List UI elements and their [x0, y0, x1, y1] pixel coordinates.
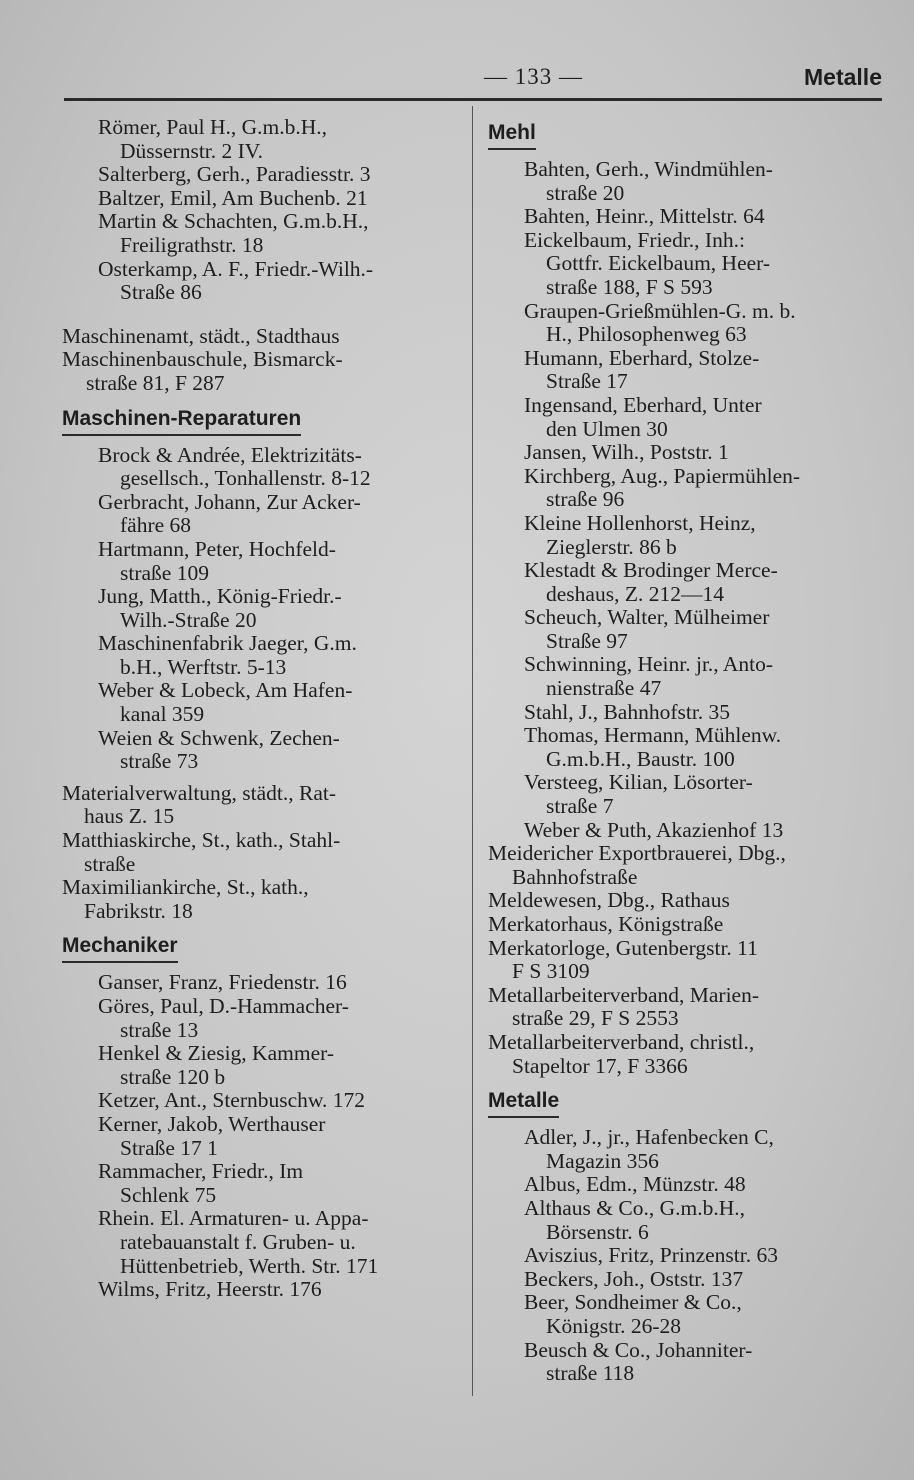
list-item: [98, 210, 462, 257]
list-item: [488, 984, 880, 1031]
entry-line: Rammacher, Friedr., Im: [98, 1159, 304, 1184]
list-item: [62, 876, 462, 923]
header-rule: [64, 98, 882, 101]
list-item: [98, 538, 462, 585]
entry-continuation: Straße 17: [546, 369, 628, 394]
entry-line: Gerbracht, Johann, Zur Acker-: [98, 489, 361, 514]
list-item: [524, 465, 880, 512]
main-entries-m: [62, 325, 462, 396]
entry-line: Bahten, Gerh., Windmühlen-: [524, 157, 773, 181]
entry-line: Matthiaskirche, St., kath., Stahl-: [62, 828, 341, 853]
mehl-list: [488, 158, 880, 842]
entry-line: Eickelbaum, Friedr., Inh.:: [524, 227, 745, 252]
entry-line: Humann, Eberhard, Stolze-: [524, 345, 760, 370]
list-item: [488, 937, 880, 984]
entry-continuation: fähre 68: [120, 513, 192, 538]
entry-line: Metallarbeiterverband, Marien-: [488, 982, 760, 1007]
entry-continuation: Zieglerstr. 86 b: [546, 534, 677, 559]
entry-continuation: straße 20: [546, 180, 625, 205]
entry-continuation: straße 13: [120, 1017, 199, 1042]
entry-continuation: straße 188, F S 593: [546, 274, 713, 299]
list-item: [488, 842, 880, 889]
entry-line: Kleine Hollenhorst, Heinz,: [524, 510, 756, 535]
entry-line: Adler, J., jr., Hafenbecken C,: [524, 1125, 774, 1150]
entry-continuation: straße 120 b: [120, 1064, 226, 1089]
page-header: [64, 64, 882, 96]
list-item: [98, 444, 462, 491]
entry-continuation: H., Philosophenweg 63: [546, 322, 747, 347]
entry-line: Kirchberg, Aug., Papiermühlen-: [524, 463, 801, 488]
entry-line: Meidericher Exportbrauerei, Dbg.,: [488, 841, 786, 866]
list-item: [98, 1113, 462, 1160]
left-column: [62, 116, 462, 1302]
main-entries-mat: [62, 782, 462, 924]
entry-line: Jansen, Wilh., Poststr. 1: [524, 440, 729, 465]
column-divider: [472, 106, 473, 1396]
entry-line: Ganser, Franz, Friedenstr. 16: [98, 970, 347, 995]
entry-line: Hartmann, Peter, Hochfeld-: [98, 536, 336, 561]
mechaniker-list: [62, 971, 462, 1301]
metalle-list: [488, 1126, 880, 1386]
entry-line: Stahl, J., Bahnhofstr. 35: [524, 699, 731, 724]
entry-line: Maschinenbauschule, Bismarck-: [62, 347, 343, 372]
entry-continuation: Stapeltor 17, F 3366: [512, 1053, 688, 1078]
list-item: [98, 116, 462, 163]
running-head: Metalle: [804, 64, 882, 90]
entry-line: Beusch & Co., Johanniter-: [524, 1337, 753, 1362]
entry-line: Ketzer, Ant., Sternbuschw. 172: [98, 1088, 366, 1113]
entry-continuation: ratebauanstalt f. Gruben- u.: [120, 1229, 356, 1254]
entry-line: Albus, Edm., Münzstr. 48: [524, 1172, 746, 1197]
list-item: [524, 606, 880, 653]
entry-line: Schwinning, Heinr. jr., Anto-: [524, 652, 774, 677]
list-item: [98, 1160, 462, 1207]
list-item: [98, 585, 462, 632]
entry-continuation: Hüttenbetrieb, Werth. Str. 171: [120, 1253, 379, 1278]
entry-line: Römer, Paul H., G.m.b.H.,: [98, 115, 328, 139]
entry-continuation: straße 81, F 287: [86, 370, 225, 395]
list-item: [62, 782, 462, 829]
entry-line: Martin & Schachten, G.m.b.H.,: [98, 209, 369, 234]
entry-continuation: Düssernstr. 2 IV.: [120, 138, 263, 163]
list-item: [524, 441, 880, 465]
entry-continuation: straße: [84, 851, 136, 876]
section-heading-mechaniker: Mechaniker: [62, 933, 178, 963]
entry-line: Klestadt & Brodinger Merce-: [524, 558, 778, 583]
entry-continuation: nienstraße 47: [546, 676, 662, 701]
entry-continuation: straße 29, F S 2553: [512, 1006, 679, 1031]
entry-continuation: Gottfr. Eickelbaum, Heer-: [546, 251, 771, 276]
list-item: [62, 325, 462, 349]
list-item: [98, 258, 462, 305]
entry-line: Metallarbeiterverband, christl.,: [488, 1029, 755, 1054]
entry-line: Beckers, Joh., Oststr. 137: [524, 1266, 744, 1291]
list-item: [524, 653, 880, 700]
list-item: [524, 512, 880, 559]
list-item: [98, 632, 462, 679]
list-item: [524, 229, 880, 300]
entry-line: Wilms, Fritz, Heerstr. 176: [98, 1277, 322, 1302]
list-item: [524, 1339, 880, 1386]
entry-continuation: Straße 86: [120, 280, 202, 305]
entry-continuation: straße 7: [546, 794, 614, 819]
entry-continuation: deshaus, Z. 212—14: [546, 581, 724, 606]
entry-line: Meldewesen, Dbg., Rathaus: [488, 888, 730, 913]
entry-continuation: den Ulmen 30: [546, 416, 668, 441]
list-item: [524, 1173, 880, 1197]
entry-continuation: straße 96: [546, 487, 625, 512]
entry-line: Maschinenfabrik Jaeger, G.m.: [98, 631, 357, 656]
entry-line: Jung, Matth., König-Friedr.-: [98, 584, 342, 609]
entry-continuation: straße 73: [120, 749, 199, 774]
list-item: [524, 1291, 880, 1338]
list-item: [488, 1031, 880, 1078]
entry-continuation: haus Z. 15: [84, 804, 175, 829]
list-item: [62, 348, 462, 395]
entry-line: Salterberg, Gerh., Paradiesstr. 3: [98, 162, 371, 187]
list-item: [98, 679, 462, 726]
entry-line: Brock & Andrée, Elektrizitäts-: [98, 442, 362, 467]
entry-line: Versteeg, Kilian, Lösorter-: [524, 770, 753, 795]
entry-continuation: b.H., Werftstr. 5-13: [120, 654, 287, 679]
main-entries-me: [488, 842, 880, 1078]
list-item: [98, 187, 462, 211]
maschinen-reparaturen-list: [62, 444, 462, 774]
entry-continuation: Straße 17 1: [120, 1135, 218, 1160]
entry-line: Rhein. El. Armaturen- u. Appa-: [98, 1206, 369, 1231]
list-item: [524, 158, 880, 205]
entry-line: Thomas, Hermann, Mühlenw.: [524, 723, 782, 748]
entry-line: Maximiliankirche, St., kath.,: [62, 875, 309, 900]
entry-continuation: kanal 359: [120, 702, 205, 727]
list-item: [524, 205, 880, 229]
entry-continuation: Fabrikstr. 18: [84, 898, 193, 923]
entry-line: Maschinenamt, städt., Stadthaus: [62, 323, 340, 348]
list-item: [98, 995, 462, 1042]
page-number: — 133 —: [484, 64, 583, 89]
list-item: [98, 491, 462, 538]
entry-continuation: gesellsch., Tonhallenstr. 8-12: [120, 466, 371, 491]
list-item: [524, 771, 880, 818]
entry-line: Osterkamp, A. F., Friedr.-Wilh.-: [98, 256, 374, 281]
list-item: [524, 819, 880, 843]
entry-line: Henkel & Ziesig, Kammer-: [98, 1041, 334, 1066]
section-heading-metalle: Metalle: [488, 1088, 559, 1118]
list-item: [524, 1197, 880, 1244]
list-item: [98, 971, 462, 995]
entry-line: Aviszius, Fritz, Prinzenstr. 63: [524, 1243, 779, 1268]
entry-line: Graupen-Grießmühlen-G. m. b.: [524, 298, 796, 323]
list-item: [98, 1278, 462, 1302]
entry-line: Göres, Paul, D.-Hammacher-: [98, 994, 349, 1018]
list-item: [524, 300, 880, 347]
entry-line: Ingensand, Eberhard, Unter: [524, 392, 762, 417]
entry-continuation: Wilh.-Straße 20: [120, 607, 257, 632]
list-item: [98, 727, 462, 774]
entry-continuation: straße 118: [546, 1361, 635, 1386]
list-item: [98, 1089, 462, 1113]
list-item: [488, 913, 880, 937]
list-item: [524, 559, 880, 606]
list-item: [524, 724, 880, 771]
right-column: [488, 116, 880, 1386]
entry-line: Materialverwaltung, städt., Rat-: [62, 780, 337, 805]
continued-entries: [62, 116, 462, 305]
list-item: [98, 1042, 462, 1089]
list-item: [488, 889, 880, 913]
entry-line: Baltzer, Emil, Am Buchenb. 21: [98, 185, 368, 210]
entry-continuation: Börsenstr. 6: [546, 1219, 649, 1244]
list-item: [62, 829, 462, 876]
entry-line: Weien & Schwenk, Zechen-: [98, 725, 340, 750]
section-heading-maschinen-reparaturen: Maschinen-Reparaturen: [62, 406, 301, 436]
list-item: [98, 163, 462, 187]
entry-line: Merkatorhaus, Königstraße: [488, 912, 724, 936]
section-heading-mehl: Mehl: [488, 120, 536, 150]
entry-line: Beer, Sondheimer & Co.,: [524, 1290, 742, 1315]
list-item: [98, 1207, 462, 1278]
list-item: [524, 701, 880, 725]
entry-continuation: Bahnhofstraße: [512, 864, 638, 889]
entry-continuation: F S 3109: [512, 959, 590, 984]
entry-continuation: straße 109: [120, 560, 209, 585]
entry-line: Weber & Lobeck, Am Hafen-: [98, 678, 353, 703]
entry-line: Althaus & Co., G.m.b.H.,: [524, 1195, 745, 1220]
entry-continuation: Freiligrathstr. 18: [120, 232, 264, 257]
entry-continuation: Magazin 356: [546, 1148, 659, 1173]
entry-line: Kerner, Jakob, Werthauser: [98, 1111, 326, 1136]
list-item: [524, 1244, 880, 1268]
entry-continuation: Straße 97: [546, 628, 628, 653]
list-item: [524, 394, 880, 441]
list-item: [524, 1268, 880, 1292]
entry-line: Weber & Puth, Akazienhof 13: [524, 817, 784, 842]
entry-continuation: Königstr. 26-28: [546, 1313, 681, 1338]
entry-continuation: G.m.b.H., Baustr. 100: [546, 746, 735, 771]
entry-line: Bahten, Heinr., Mittelstr. 64: [524, 204, 765, 229]
list-item: [524, 347, 880, 394]
list-item: [524, 1126, 880, 1173]
entry-line: Scheuch, Walter, Mülheimer: [524, 605, 770, 630]
entry-line: Merkatorloge, Gutenbergstr. 11: [488, 935, 758, 960]
entry-continuation: Schlenk 75: [120, 1182, 217, 1207]
